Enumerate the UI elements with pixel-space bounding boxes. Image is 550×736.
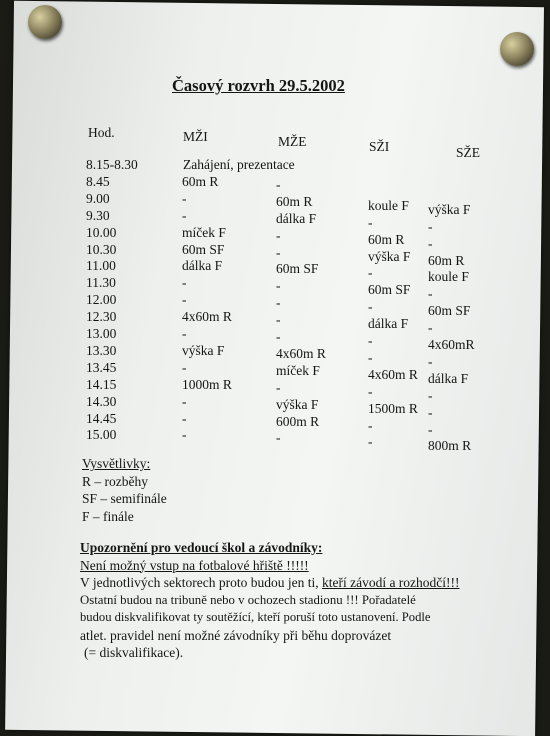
schedule-cell: - <box>276 295 281 311</box>
schedule-cell: - <box>276 244 281 260</box>
column-header: SŽI <box>369 139 390 154</box>
notice-line: atlet. pravidel není možné závodníky při běhu doprovázet <box>80 627 392 643</box>
notice-line: Ostatní budou na tribuně nebo v ochozech stadionu !!! Pořadatelé <box>80 592 416 607</box>
schedule-cell: 4x60m R <box>182 309 232 325</box>
schedule-cell: - <box>368 383 373 399</box>
schedule-cell: - <box>276 430 281 446</box>
schedule-cell: - <box>182 427 187 443</box>
time-cell: 15.00 <box>86 427 117 443</box>
schedule-cell: - <box>276 227 281 243</box>
notice-line: (= diskvalifikace). <box>84 645 184 660</box>
column-header: SŽE <box>456 145 481 160</box>
schedule-cell: výška F <box>368 248 411 264</box>
schedule-cell: - <box>428 404 433 420</box>
schedule-cell: 60m R <box>182 173 219 189</box>
time-cell: 13.30 <box>86 342 117 358</box>
schedule-cell: 60m SF <box>368 282 411 298</box>
schedule-cell: výška F <box>428 201 471 217</box>
time-cell: 9.00 <box>86 190 110 206</box>
schedule-cell: - <box>428 235 433 251</box>
schedule-cell: - <box>368 333 373 348</box>
schedule-cell: - <box>182 393 187 409</box>
schedule-cell: - <box>182 275 187 291</box>
time-cell: 12.00 <box>86 292 117 308</box>
schedule-cell: míček F <box>276 362 320 378</box>
schedule-cell: 4x60m R <box>368 366 418 382</box>
schedule-cell: dálka F <box>368 316 409 332</box>
time-cell: 10.30 <box>86 241 117 257</box>
schedule-cell: - <box>368 265 373 281</box>
schedule-cell: 600m R <box>276 413 320 429</box>
legend-item: SF – semifinále <box>82 491 167 506</box>
legend-item: R – rozběhy <box>82 473 148 489</box>
column-header: MŽI <box>183 129 208 144</box>
schedule-cell: - <box>276 379 281 395</box>
legend-item: F – finále <box>82 508 134 524</box>
time-cell: 11.00 <box>86 258 116 274</box>
schedule-cell: koule F <box>428 269 469 285</box>
schedule-cell: dálka F <box>276 210 317 226</box>
schedule-cell: dálka F <box>428 370 469 386</box>
schedule-cell: 4x60m R <box>276 345 326 361</box>
schedule-cell: - <box>182 359 187 375</box>
time-cell: 13.45 <box>86 359 117 375</box>
schedule-cell: - <box>276 278 281 294</box>
schedule-cell: - <box>428 286 433 302</box>
time-cell: 11.30 <box>86 275 116 291</box>
schedule-cell: - <box>428 421 433 437</box>
schedule-cell: 800m R <box>428 438 472 454</box>
schedule-cell: - <box>182 410 187 426</box>
notice <box>80 539 500 662</box>
time-cell: 9.30 <box>86 207 110 223</box>
schedule-cell: - <box>368 214 373 230</box>
schedule-cell: Zahájení, prezentace <box>183 157 295 172</box>
schedule-cell: - <box>276 312 281 328</box>
time-cell: 8.15-8.30 <box>86 157 138 172</box>
notice-line-emphasis: kteří závodí a rozhodčí!!! <box>321 575 460 590</box>
schedule-cell: 60m SF <box>182 241 225 257</box>
time-cell: 12.30 <box>86 309 117 325</box>
schedule-cell: - <box>276 176 281 192</box>
schedule-cell: - <box>368 417 373 433</box>
schedule-cell: - <box>428 353 433 369</box>
schedule-cell: - <box>276 329 281 344</box>
notice-line-part: V jednotlivých sektorech proto budou jen ti, <box>80 575 322 590</box>
schedule-cell: - <box>182 207 187 223</box>
schedule-cell: 1000m R <box>182 376 232 392</box>
schedule-title: Časový rozvrh 29.5.2002 <box>172 76 345 95</box>
schedule-cell: - <box>182 292 187 308</box>
schedule-cell: - <box>182 326 187 341</box>
schedule-cell: koule F <box>368 197 409 213</box>
time-cell: 10.00 <box>86 224 117 240</box>
schedule-cell: 60m SF <box>276 261 319 277</box>
schedule-cell: 60m R <box>368 231 405 247</box>
notice-line: budou diskvalifikovat ty soutěžící, kteří poruší toto ustanovení. Podle <box>80 610 431 624</box>
schedule-cell: 4x60mR <box>428 337 475 352</box>
schedule-cell: 60m R <box>276 193 313 209</box>
column-header: Hod. <box>88 125 115 140</box>
schedule-cell: 60m R <box>428 252 465 268</box>
time-cell: 8.45 <box>86 173 110 189</box>
schedule-cell: 1500m R <box>368 400 418 416</box>
schedule-cell: výška F <box>182 342 225 358</box>
time-cell: 13.00 <box>86 326 117 341</box>
schedule-cell: - <box>428 387 433 403</box>
schedule-cell: - <box>428 320 433 336</box>
legend-title: Vysvětlivky: <box>82 456 151 471</box>
schedule-cell: - <box>182 190 187 206</box>
schedule-cell: - <box>368 434 373 450</box>
legend <box>82 455 167 525</box>
notice-line: Není možný vstup na fotbalové hřiště !!!!! <box>80 557 309 573</box>
time-cell: 14.15 <box>86 376 117 392</box>
schedule-cell: dálka F <box>182 258 223 274</box>
schedule-cell: - <box>368 299 373 315</box>
schedule-cell: výška F <box>276 396 319 412</box>
time-cell: 14.30 <box>86 393 117 409</box>
schedule-cell: - <box>368 349 373 365</box>
notice-line <box>80 574 500 592</box>
schedule-cell: - <box>428 218 433 234</box>
schedule-cell: 60m SF <box>428 303 471 319</box>
column-header: MŽE <box>278 134 307 149</box>
notice-title: Upozornění pro vedoucí škol a závodníky: <box>80 540 323 555</box>
schedule-cell: míček F <box>182 224 226 240</box>
time-cell: 14.45 <box>86 410 117 426</box>
